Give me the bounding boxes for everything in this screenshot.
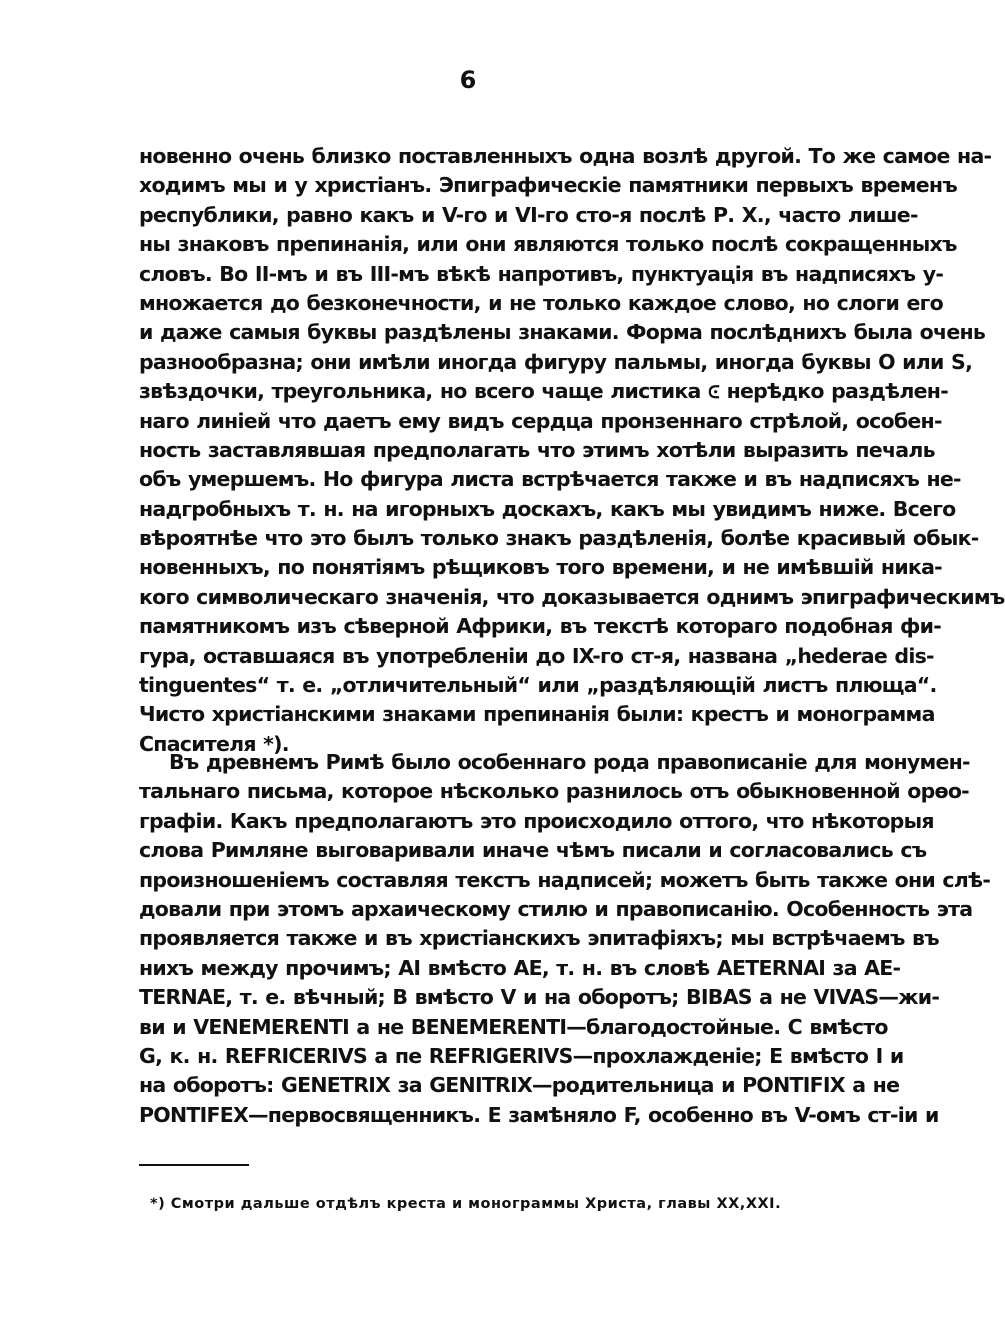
text-line: G, к. н. REFRICERIVS а пе REFRIGERIVS—прохлажденіе; E вмѣсто I и (139, 1043, 904, 1068)
text-line: республики, равно какъ и V-го и VI-го сто-я послѣ Р. Х., часто лише- (139, 202, 918, 227)
text-line: проявляется также и въ христіанскихъ эпитафіяхъ; мы встрѣчаемъ въ (139, 926, 939, 951)
text-line: PONTIFEX—первосвященникъ. E замѣняло F, особенно въ V-омъ ст-іи и (139, 1102, 939, 1127)
text-line: надгробныхъ т. н. на игорныхъ доскахъ, какъ мы увидимъ ниже. Всего (139, 496, 956, 521)
page-number: 6 (459, 66, 477, 94)
text-line: ви и VENEMERENTI а не BENEMERENTI—благодостойные. C вмѣсто (139, 1014, 888, 1039)
text-line: Чисто христіанскими знаками препинанія были: крестъ и монограмма (139, 702, 935, 727)
text-line: тальнаго письма, которое нѣсколько разнилось отъ обыкновенной орѳо- (139, 779, 969, 804)
text-line: кого символическаго значенія, что доказывается однимъ эпиграфическимъ (139, 584, 1005, 609)
text-line: ходимъ мы и у христіанъ. Эпиграфическіе памятники первыхъ временъ (139, 173, 957, 198)
text-line: новенныхъ, по понятіямъ рѣщиковъ того времени, и не имѣвшій никa- (139, 555, 942, 580)
text-line: Въ древнемъ Римѣ было особеннаго рода правописаніе для монумен- (169, 750, 970, 774)
text-line: графіи. Какъ предполагаютъ это происходило оттого, что нѣкоторыя (139, 808, 934, 833)
text-line: разнообразна; они имѣли иногда фигуру пальмы, иногда буквы О или S, (139, 349, 973, 374)
text-line: и даже самыя буквы раздѣлены знаками. Форма послѣднихъ была очень (139, 320, 986, 345)
text-line: памятникомъ изъ сѣверной Африки, въ текстѣ котораго подобная фи- (139, 614, 942, 639)
text-line: довали при этомъ архаическому стилю и правописанію. Особенность эта (139, 896, 973, 921)
footnote-divider (139, 1164, 249, 1166)
text-line: tinguentes“ т. е. „отличительный“ или „раздѣляющій листъ плюща“. (139, 673, 937, 698)
footnote: *) Смотри дальше отдѣлъ креста и монограммы Христа, главы XX,XXI. (150, 1196, 782, 1212)
text-line: слова Римляне выговаривали иначе чѣмъ писали и согласовались съ (139, 838, 927, 863)
text-line: новенно очень близко поставленныхъ одна возлѣ другой. То же самое на- (139, 144, 992, 168)
text-line: TERNAE, т. е. вѣчный; B вмѣсто V и на оборотъ; BIBAS а не VIVAS—жи- (139, 985, 940, 1010)
text-line: Спасителя *). (139, 731, 289, 756)
text-line: ны знаковъ препинанія, или они являются только послѣ сокращенныхъ (139, 232, 957, 257)
text-line: множается до безконечности, и не только каждое слово, но слоги его (139, 290, 943, 315)
text-line: произношеніемъ составляя текстъ надписей; можетъ быть также они слѣ- (139, 867, 991, 892)
paragraph-2 (139, 748, 991, 1130)
text-line: объ умершемъ. Но фигура листа встрѣчается также и въ надписяхъ не- (139, 467, 961, 492)
text-line: на оборотъ: GENETRIX за GENITRIX—родительница и PONTIFIX а не (139, 1073, 900, 1098)
text-line: гура, оставшаяся въ употребленіи до IX-го ст-я, названа „hederae dis- (139, 643, 934, 668)
text-line: словъ. Во II-мъ и въ III-мъ вѣкѣ напротивъ, пунктуація въ надписяхъ у- (139, 261, 944, 286)
text-line: нихъ между прочимъ; AI вмѣсто AE, т. н. въ словѣ AETERNAI за AE- (139, 955, 901, 980)
text-line: наго линіей что даетъ ему видъ сердца пронзеннаго стрѣлой, особен- (139, 408, 942, 433)
paragraph-1 (139, 142, 1005, 759)
text-line: ность заставлявшая предполагать что этимъ хотѣли выразить печаль (139, 437, 935, 462)
text-line: звѣздочки, треугольника, но всего чаще листика ⪽ нерѣдко раздѣлен- (139, 379, 948, 404)
text-line: вѣроятнѣе что это былъ только знакъ раздѣленія, болѣе красивый обык- (139, 526, 979, 551)
